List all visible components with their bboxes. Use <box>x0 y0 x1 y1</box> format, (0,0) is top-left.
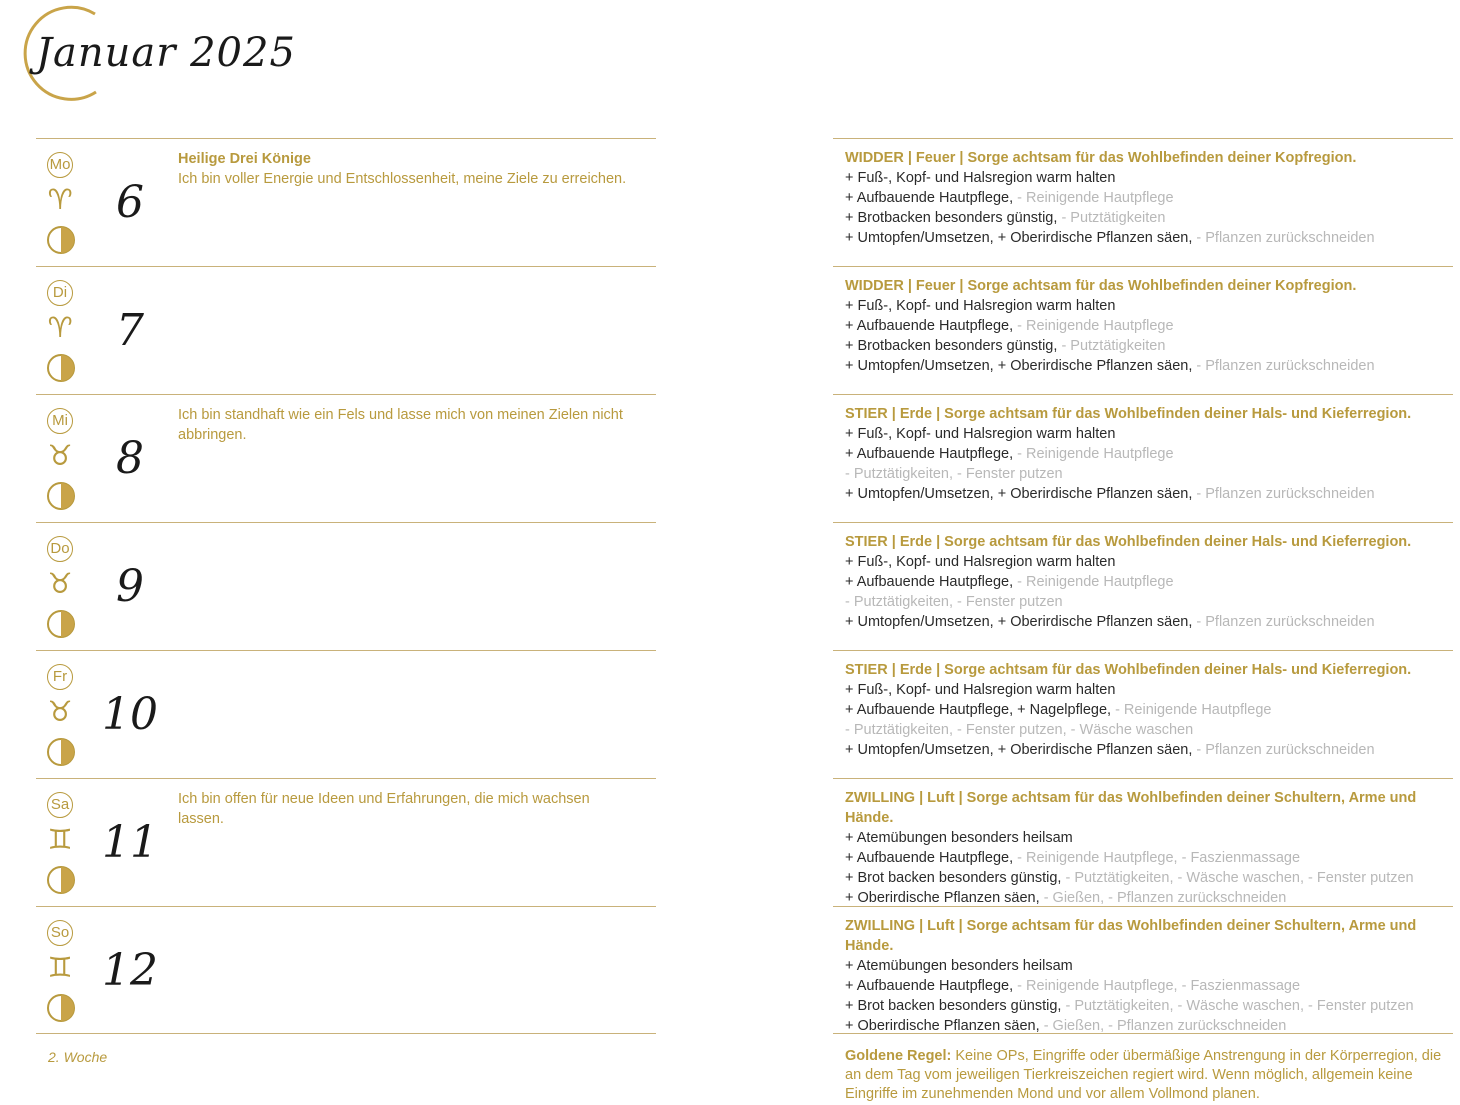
advice-line <box>845 700 1453 720</box>
half-moon-icon <box>46 609 76 639</box>
affirmation-text: Ich bin voller Energie und Entschlossenheit, meine Ziele zu erreichen. <box>178 171 627 187</box>
golden-rule-label: Goldene Regel: <box>845 1048 952 1064</box>
favorable-text: + Brotbacken besonders günstig, <box>845 338 1062 354</box>
astro-info-block <box>833 266 1453 394</box>
zodiac-heading: STIER | Erde | Sorge achtsam für das Wohlbefinden deiner Hals- und Kieferregion. <box>845 662 1412 678</box>
advice-line <box>845 612 1453 632</box>
advice-line <box>845 572 1453 592</box>
favorable-text: + Aufbauende Hautpflege, <box>845 318 1018 334</box>
day-row <box>36 266 656 394</box>
advice-line <box>845 956 1453 976</box>
zodiac-heading: STIER | Erde | Sorge achtsam für das Wohlbefinden deiner Hals- und Kieferregion. <box>845 406 1412 422</box>
favorable-text: + Fuß-, Kopf- und Halsregion warm halten <box>845 682 1116 698</box>
advice-line <box>845 740 1453 760</box>
favorable-text: + Fuß-, Kopf- und Halsregion warm halten <box>845 426 1116 442</box>
day-number: 6 <box>116 177 144 228</box>
unfavorable-text: - Reinigende Hautpflege, - Faszienmassage <box>1017 978 1301 994</box>
affirmation-text: Ich bin offen für neue Ideen und Erfahrungen, die mich wachsen lassen. <box>178 791 590 827</box>
day-number: 12 <box>102 945 158 996</box>
aries-icon: ♈ <box>47 183 73 216</box>
favorable-text: + Aufbauende Hautpflege, <box>845 446 1018 462</box>
favorable-text: + Fuß-, Kopf- und Halsregion warm halten <box>845 298 1116 314</box>
weekday-badge: Di <box>47 280 73 306</box>
affirmation-text: Ich bin standhaft wie ein Fels und lasse mich von meinen Zielen nicht abbringen. <box>178 407 623 443</box>
weekday-badge: Sa <box>47 792 73 818</box>
unfavorable-text: - Reinigende Hautpflege <box>1017 446 1174 462</box>
unfavorable-text: - Pflanzen zurückschneiden <box>1196 614 1375 630</box>
half-moon-icon <box>46 865 76 895</box>
unfavorable-text: - Putztätigkeiten, - Fenster putzen, - Wäsche waschen <box>845 722 1194 738</box>
favorable-text: + Aufbauende Hautpflege, + Nagelpflege, <box>845 702 1116 718</box>
astro-info-block <box>833 778 1453 906</box>
zodiac-heading: STIER | Erde | Sorge achtsam für das Wohlbefinden deiner Hals- und Kieferregion. <box>845 534 1412 550</box>
advice-line <box>845 188 1453 208</box>
day-row <box>36 522 656 650</box>
gemini-icon: ♊ <box>47 951 73 984</box>
favorable-text: + Umtopfen/Umsetzen, + Oberirdische Pflanzen säen, <box>845 230 1197 246</box>
favorable-text: + Umtopfen/Umsetzen, + Oberirdische Pflanzen säen, <box>845 486 1197 502</box>
day-number: 8 <box>116 433 144 484</box>
unfavorable-text: - Gießen, - Pflanzen zurückschneiden <box>1043 1018 1287 1034</box>
weekday-badge: Do <box>47 536 73 562</box>
aries-icon: ♈ <box>47 311 73 344</box>
half-moon-icon <box>46 225 76 255</box>
astro-info-list <box>833 138 1453 1034</box>
advice-line <box>845 336 1453 356</box>
day-number: 9 <box>116 561 144 612</box>
favorable-text: + Umtopfen/Umsetzen, + Oberirdische Pflanzen säen, <box>845 614 1197 630</box>
weekday-badge: Fr <box>47 664 73 690</box>
advice-line <box>845 1016 1453 1036</box>
astro-info-block <box>833 906 1453 1034</box>
advice-line <box>845 208 1453 228</box>
advice-line <box>845 356 1453 376</box>
unfavorable-text: - Putztätigkeiten, - Fenster putzen <box>845 594 1063 610</box>
unfavorable-text: - Putztätigkeiten <box>1061 338 1166 354</box>
day-row <box>36 778 656 906</box>
zodiac-heading: ZWILLING | Luft | Sorge achtsam für das Wohlbefinden deiner Schultern, Arme und Hände. <box>845 790 1417 826</box>
advice-line <box>845 464 1453 484</box>
unfavorable-text: - Gießen, - Pflanzen zurückschneiden <box>1043 890 1287 906</box>
unfavorable-text: - Pflanzen zurückschneiden <box>1196 742 1375 758</box>
day-list <box>36 138 656 1034</box>
golden-rule <box>845 1047 1445 1104</box>
zodiac-heading: WIDDER | Feuer | Sorge achtsam für das Wohlbefinden deiner Kopfregion. <box>845 278 1357 294</box>
unfavorable-text: - Reinigende Hautpflege <box>1115 702 1272 718</box>
favorable-text: + Brot backen besonders günstig, <box>845 870 1066 886</box>
page-header <box>0 0 420 110</box>
advice-line <box>845 552 1453 572</box>
favorable-text: + Aufbauende Hautpflege, <box>845 190 1018 206</box>
astro-info-block <box>833 522 1453 650</box>
advice-line <box>845 868 1453 888</box>
advice-line <box>845 720 1453 740</box>
advice-line <box>845 168 1453 188</box>
day-number: 10 <box>102 689 158 740</box>
half-moon-icon <box>46 737 76 767</box>
favorable-text: + Aufbauende Hautpflege, <box>845 850 1018 866</box>
weekday-badge: Mo <box>47 152 73 178</box>
half-moon-icon <box>46 993 76 1023</box>
favorable-text: + Atemübungen besonders heilsam <box>845 958 1073 974</box>
unfavorable-text: - Pflanzen zurückschneiden <box>1196 486 1375 502</box>
favorable-text: + Aufbauende Hautpflege, <box>845 574 1018 590</box>
day-row <box>36 906 656 1034</box>
advice-line <box>845 316 1453 336</box>
advice-line <box>845 976 1453 996</box>
favorable-text: + Umtopfen/Umsetzen, + Oberirdische Pflanzen säen, <box>845 742 1197 758</box>
unfavorable-text: - Pflanzen zurückschneiden <box>1196 358 1375 374</box>
favorable-text: + Atemübungen besonders heilsam <box>845 830 1073 846</box>
taurus-icon: ♉ <box>47 567 73 600</box>
advice-line <box>845 484 1453 504</box>
advice-line <box>845 848 1453 868</box>
unfavorable-text: - Reinigende Hautpflege <box>1017 574 1174 590</box>
unfavorable-text: - Putztätigkeiten, - Fenster putzen <box>845 466 1063 482</box>
day-number: 7 <box>116 305 144 356</box>
day-number: 11 <box>102 817 158 868</box>
day-note <box>178 789 628 829</box>
day-row <box>36 650 656 778</box>
advice-line <box>845 592 1453 612</box>
favorable-text: + Oberirdische Pflanzen säen, <box>845 890 1044 906</box>
weekday-badge: Mi <box>47 408 73 434</box>
unfavorable-text: - Putztätigkeiten, - Wäsche waschen, - Fenster putzen <box>1065 998 1414 1014</box>
advice-line <box>845 996 1453 1016</box>
half-moon-icon <box>46 353 76 383</box>
astro-info-block <box>833 650 1453 778</box>
favorable-text: + Brotbacken besonders günstig, <box>845 210 1062 226</box>
advice-line <box>845 828 1453 848</box>
astro-info-block <box>833 138 1453 266</box>
golden-rule-text: Keine OPs, Eingriffe oder übermäßige Anstrengung in der Körperregion, die an dem Tag vom jeweiligen Tierkreiszeichen regiert wird. Wenn möglich, allgemein keine Eingriffe im zunehmenden Mond und vor allem Vollmond planen. <box>845 1048 1442 1102</box>
unfavorable-text: - Reinigende Hautpflege <box>1017 190 1174 206</box>
unfavorable-text: - Reinigende Hautpflege, - Faszienmassage <box>1017 850 1301 866</box>
unfavorable-text: - Pflanzen zurückschneiden <box>1196 230 1375 246</box>
favorable-text: + Umtopfen/Umsetzen, + Oberirdische Pflanzen säen, <box>845 358 1197 374</box>
day-note <box>178 149 628 189</box>
advice-line <box>845 680 1453 700</box>
gemini-icon: ♊ <box>47 823 73 856</box>
advice-line <box>845 444 1453 464</box>
day-row <box>36 394 656 522</box>
taurus-icon: ♉ <box>47 695 73 728</box>
day-note <box>178 405 628 445</box>
advice-line <box>845 888 1453 908</box>
favorable-text: + Oberirdische Pflanzen säen, <box>845 1018 1044 1034</box>
advice-line <box>845 424 1453 444</box>
advice-line <box>845 296 1453 316</box>
week-label: 2. Woche <box>48 1049 108 1065</box>
weekday-badge: So <box>47 920 73 946</box>
unfavorable-text: - Reinigende Hautpflege <box>1017 318 1174 334</box>
taurus-icon: ♉ <box>47 439 73 472</box>
advice-line <box>845 228 1453 248</box>
unfavorable-text: - Putztätigkeiten <box>1061 210 1166 226</box>
favorable-text: + Brot backen besonders günstig, <box>845 998 1066 1014</box>
favorable-text: + Fuß-, Kopf- und Halsregion warm halten <box>845 554 1116 570</box>
favorable-text: + Fuß-, Kopf- und Halsregion warm halten <box>845 170 1116 186</box>
zodiac-heading: ZWILLING | Luft | Sorge achtsam für das Wohlbefinden deiner Schultern, Arme und Hände. <box>845 918 1417 954</box>
astro-info-block <box>833 394 1453 522</box>
zodiac-heading: WIDDER | Feuer | Sorge achtsam für das Wohlbefinden deiner Kopfregion. <box>845 150 1357 166</box>
day-row <box>36 138 656 266</box>
month-title: Januar 2025 <box>36 30 296 76</box>
favorable-text: + Aufbauende Hautpflege, <box>845 978 1018 994</box>
holiday-name: Heilige Drei Könige <box>178 151 311 167</box>
unfavorable-text: - Putztätigkeiten, - Wäsche waschen, - Fenster putzen <box>1065 870 1414 886</box>
half-moon-icon <box>46 481 76 511</box>
